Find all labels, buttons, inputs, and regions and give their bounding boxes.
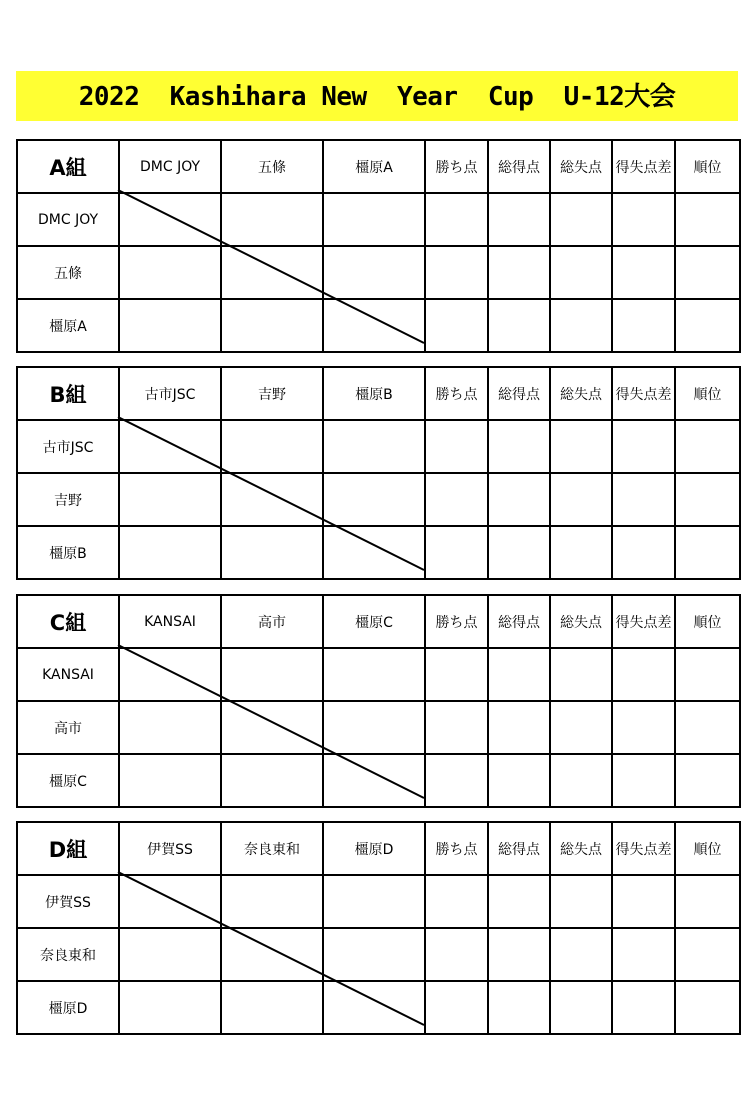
goal-difference-header: 得失点差 xyxy=(612,822,675,875)
rank-cell xyxy=(675,420,740,473)
match-cell xyxy=(119,981,221,1034)
team-row xyxy=(17,701,740,754)
page-title: 2022 Kashihara New Year Cup U-12大会 xyxy=(78,82,676,112)
goal-difference-cell xyxy=(612,420,675,473)
rank-cell xyxy=(675,981,740,1034)
goal-difference-cell xyxy=(612,193,675,246)
match-cell xyxy=(221,193,323,246)
match-cell xyxy=(221,526,323,579)
match-cell xyxy=(119,701,221,754)
rank-header: 順位 xyxy=(675,595,740,648)
goal-difference-cell xyxy=(612,526,675,579)
match-cell xyxy=(323,526,425,579)
goals-against-header: 総失点 xyxy=(550,595,612,648)
column-team-header: 橿原A xyxy=(323,140,425,193)
match-cell xyxy=(323,473,425,526)
rank-cell xyxy=(675,928,740,981)
group-d-table xyxy=(16,821,739,1026)
team-row xyxy=(17,981,740,1034)
match-cell xyxy=(323,754,425,807)
rank-header: 順位 xyxy=(675,140,740,193)
match-cell xyxy=(323,875,425,928)
goals-against-header: 総失点 xyxy=(550,822,612,875)
team-row xyxy=(17,193,740,246)
goal-difference-cell xyxy=(612,701,675,754)
points-cell xyxy=(425,701,488,754)
team-row xyxy=(17,928,740,981)
team-row xyxy=(17,754,740,807)
goals-for-cell xyxy=(488,420,550,473)
goals-for-header: 総得点 xyxy=(488,367,550,420)
rank-cell xyxy=(675,299,740,352)
team-row xyxy=(17,246,740,299)
match-cell xyxy=(323,420,425,473)
goal-difference-cell xyxy=(612,754,675,807)
match-cell xyxy=(221,246,323,299)
match-cell xyxy=(119,246,221,299)
points-header: 勝ち点 xyxy=(425,822,488,875)
match-cell xyxy=(221,875,323,928)
goal-difference-cell xyxy=(612,928,675,981)
column-team-header: 奈良東和 xyxy=(221,822,323,875)
points-cell xyxy=(425,875,488,928)
goals-against-cell xyxy=(550,193,612,246)
rank-header: 順位 xyxy=(675,367,740,420)
row-team-name: 吉野 xyxy=(17,473,119,526)
points-cell xyxy=(425,648,488,701)
goals-for-cell xyxy=(488,701,550,754)
goal-difference-cell xyxy=(612,981,675,1034)
goals-for-cell xyxy=(488,473,550,526)
goals-against-cell xyxy=(550,701,612,754)
goals-against-cell xyxy=(550,875,612,928)
goal-difference-header: 得失点差 xyxy=(612,367,675,420)
goal-difference-cell xyxy=(612,299,675,352)
match-cell xyxy=(221,648,323,701)
goals-for-header: 総得点 xyxy=(488,822,550,875)
goals-against-cell xyxy=(550,928,612,981)
points-cell xyxy=(425,981,488,1034)
points-cell xyxy=(425,193,488,246)
goals-against-cell xyxy=(550,754,612,807)
row-team-name: DMC JOY xyxy=(17,193,119,246)
row-team-name: 奈良東和 xyxy=(17,928,119,981)
points-header: 勝ち点 xyxy=(425,595,488,648)
goals-for-cell xyxy=(488,193,550,246)
match-cell xyxy=(323,246,425,299)
goal-difference-cell xyxy=(612,246,675,299)
column-team-header: 高市 xyxy=(221,595,323,648)
row-team-name: KANSAI xyxy=(17,648,119,701)
goals-for-cell xyxy=(488,526,550,579)
points-cell xyxy=(425,473,488,526)
column-team-header: 橿原B xyxy=(323,367,425,420)
team-row xyxy=(17,299,740,352)
column-team-header: DMC JOY xyxy=(119,140,221,193)
column-team-header: 橿原D xyxy=(323,822,425,875)
goal-difference-header: 得失点差 xyxy=(612,140,675,193)
group-b-table xyxy=(16,366,739,571)
goals-for-cell xyxy=(488,246,550,299)
group-c-table xyxy=(16,594,739,799)
match-cell xyxy=(323,648,425,701)
goals-for-cell xyxy=(488,981,550,1034)
row-team-name: 橿原C xyxy=(17,754,119,807)
column-team-header: 吉野 xyxy=(221,367,323,420)
match-cell xyxy=(119,928,221,981)
goals-against-cell xyxy=(550,526,612,579)
match-cell xyxy=(221,420,323,473)
goal-difference-cell xyxy=(612,875,675,928)
goals-against-cell xyxy=(550,420,612,473)
goal-difference-header: 得失点差 xyxy=(612,595,675,648)
rank-cell xyxy=(675,193,740,246)
row-team-name: 五條 xyxy=(17,246,119,299)
column-team-header: KANSAI xyxy=(119,595,221,648)
points-cell xyxy=(425,754,488,807)
row-team-name: 伊賀SS xyxy=(17,875,119,928)
match-cell xyxy=(119,193,221,246)
row-team-name: 橿原B xyxy=(17,526,119,579)
goals-for-cell xyxy=(488,754,550,807)
row-team-name: 橿原D xyxy=(17,981,119,1034)
match-cell xyxy=(323,701,425,754)
match-cell xyxy=(221,473,323,526)
header-row xyxy=(17,822,740,875)
group-name: D組 xyxy=(17,822,119,875)
match-cell xyxy=(119,299,221,352)
goals-against-header: 総失点 xyxy=(550,140,612,193)
team-row xyxy=(17,420,740,473)
match-cell xyxy=(221,701,323,754)
rank-cell xyxy=(675,648,740,701)
goals-for-header: 総得点 xyxy=(488,595,550,648)
goals-for-cell xyxy=(488,928,550,981)
goals-against-cell xyxy=(550,299,612,352)
match-cell xyxy=(323,981,425,1034)
goals-for-cell xyxy=(488,648,550,701)
match-cell xyxy=(221,754,323,807)
header-row xyxy=(17,367,740,420)
goals-against-cell xyxy=(550,648,612,701)
header-row xyxy=(17,595,740,648)
match-cell xyxy=(119,754,221,807)
points-cell xyxy=(425,420,488,473)
team-row xyxy=(17,526,740,579)
match-cell xyxy=(323,193,425,246)
match-cell xyxy=(119,420,221,473)
points-cell xyxy=(425,928,488,981)
team-row xyxy=(17,473,740,526)
points-cell xyxy=(425,526,488,579)
column-team-header: 橿原C xyxy=(323,595,425,648)
group-name: C組 xyxy=(17,595,119,648)
goals-against-header: 総失点 xyxy=(550,367,612,420)
goals-against-cell xyxy=(550,981,612,1034)
goal-difference-cell xyxy=(612,648,675,701)
goals-for-header: 総得点 xyxy=(488,140,550,193)
group-name: B組 xyxy=(17,367,119,420)
goals-for-cell xyxy=(488,299,550,352)
rank-cell xyxy=(675,754,740,807)
match-cell xyxy=(221,981,323,1034)
column-team-header: 古市JSC xyxy=(119,367,221,420)
match-cell xyxy=(119,526,221,579)
header-row xyxy=(17,140,740,193)
column-team-header: 伊賀SS xyxy=(119,822,221,875)
match-cell xyxy=(119,648,221,701)
points-cell xyxy=(425,246,488,299)
team-row xyxy=(17,875,740,928)
rank-cell xyxy=(675,526,740,579)
match-cell xyxy=(323,299,425,352)
team-row xyxy=(17,648,740,701)
rank-header: 順位 xyxy=(675,822,740,875)
rank-cell xyxy=(675,875,740,928)
goals-against-cell xyxy=(550,473,612,526)
goals-for-cell xyxy=(488,875,550,928)
row-team-name: 橿原A xyxy=(17,299,119,352)
rank-cell xyxy=(675,246,740,299)
row-team-name: 古市JSC xyxy=(17,420,119,473)
title-banner xyxy=(16,71,738,121)
match-cell xyxy=(221,299,323,352)
match-cell xyxy=(119,473,221,526)
column-team-header: 五條 xyxy=(221,140,323,193)
points-header: 勝ち点 xyxy=(425,367,488,420)
row-team-name: 高市 xyxy=(17,701,119,754)
match-cell xyxy=(221,928,323,981)
points-header: 勝ち点 xyxy=(425,140,488,193)
match-cell xyxy=(323,928,425,981)
rank-cell xyxy=(675,701,740,754)
points-cell xyxy=(425,299,488,352)
group-name: A組 xyxy=(17,140,119,193)
match-cell xyxy=(119,875,221,928)
group-a-table xyxy=(16,139,739,344)
goals-against-cell xyxy=(550,246,612,299)
rank-cell xyxy=(675,473,740,526)
goal-difference-cell xyxy=(612,473,675,526)
